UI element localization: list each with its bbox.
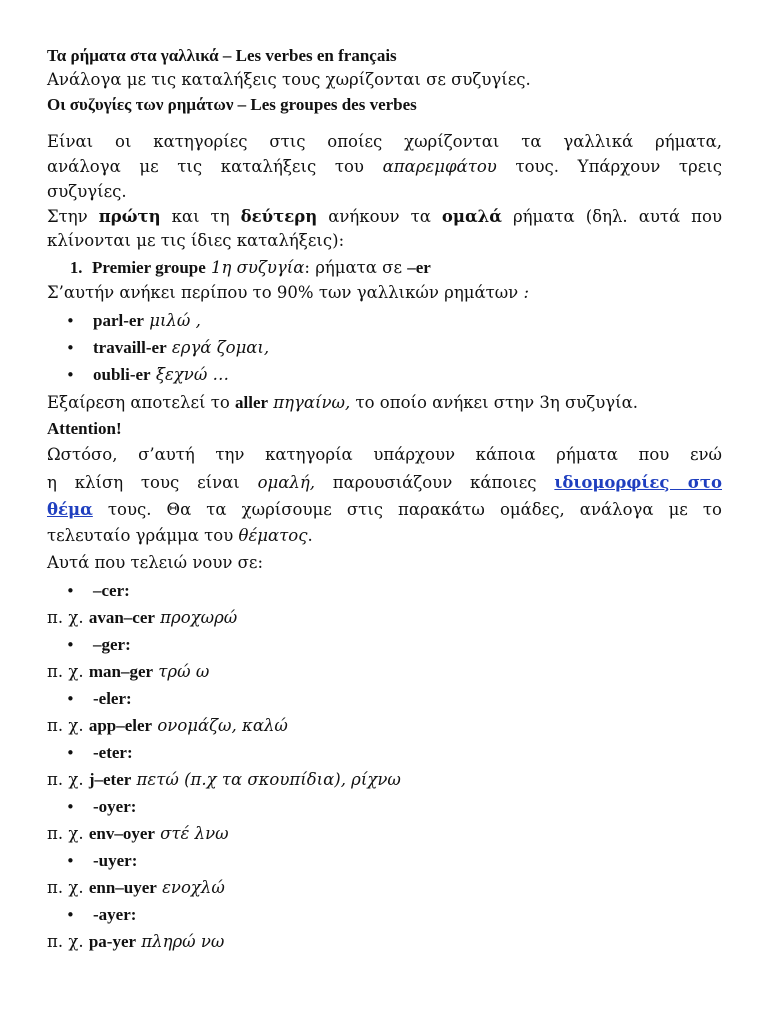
example-line: π. χ. app–eler ονομάζω, καλώ	[47, 716, 288, 735]
list-item: • -eter:	[66, 741, 133, 765]
document-title: Τα ρήματα στα γαλλικά – Les verbes en français	[47, 46, 397, 65]
group1-heading: 1. Premier groupe 1η συζυγία: ρήματα σε –er	[70, 258, 431, 277]
list-item: • -eler:	[66, 687, 132, 711]
intro-line-1: Είναι οι κατηγορίες στις οποίες χωρίζονται τα γαλλικά ρήματα,	[47, 132, 722, 151]
title-greek: Τα ρήματα στα γαλλικά	[47, 46, 219, 65]
list-item: • -ayer:	[66, 903, 136, 927]
bullet-icon: •	[66, 690, 75, 708]
para-line-3: θέμα τους. Θα τα χωρίσουμε στις παρακάτω ομάδες, ανάλογα με το	[47, 500, 722, 519]
example-line: π. χ. pa-yer πληρώ νω	[47, 932, 225, 951]
regular-line-2: κλίνονται με τις ίδιες καταλήξεις):	[47, 231, 345, 250]
bullet-icon: •	[66, 582, 75, 600]
list-item: • -oyer:	[66, 795, 136, 819]
bullet-icon: •	[66, 636, 75, 654]
intro-line-3: συζυγίες.	[47, 182, 127, 201]
bullet-icon: •	[66, 366, 75, 384]
regular-line-1: Στην πρώτη και τη δεύτερη ανήκουν τα ομαλά ρήματα (δηλ. αυτά που	[47, 207, 722, 226]
bullet-icon: •	[66, 339, 75, 357]
group1-note: Σ’αυτήν ανήκει περίπου το 90% των γαλλικών ρημάτων :	[47, 283, 530, 302]
subtitle: Ανάλογα με τις καταλήξεις τους χωρίζονται σε συζυγίες.	[47, 70, 531, 89]
title-french: Les verbes en français	[235, 46, 397, 65]
exception-line: Εξαίρεση αποτελεί το aller πηγαίνω, το οποίο ανήκει στην 3η συζυγία.	[47, 393, 638, 412]
list-item: • –ger:	[66, 633, 131, 657]
attention-heading: Attention!	[47, 419, 122, 438]
list-item: • travaill-er εργά ζομαι,	[66, 336, 269, 360]
link-thema[interactable]: θέμα	[47, 500, 93, 519]
bullet-icon: •	[66, 744, 75, 762]
list-item: • -uyer:	[66, 849, 137, 873]
example-line: π. χ. env–oyer στέ λνω	[47, 824, 229, 843]
para-line-2: η κλίση τους είναι ομαλή, παρουσιάζουν κάποιες ιδιομορφίες στο	[47, 473, 722, 492]
list-item: • parl-er μιλώ ,	[66, 309, 201, 333]
example-line: π. χ. enn–uyer ενοχλώ	[47, 878, 225, 897]
example-line: π. χ. avan–cer προχωρώ	[47, 608, 238, 627]
intro-line-2: ανάλογα με τις καταλήξεις του απαρεμφάτου τους. Υπάρχουν τρεις	[47, 157, 722, 176]
bullet-icon: •	[66, 798, 75, 816]
bullet-icon: •	[66, 906, 75, 924]
list-item: • oubli-er ξεχνώ …	[66, 363, 229, 387]
bullet-icon: •	[66, 312, 75, 330]
example-line: π. χ. man–ger τρώ ω	[47, 662, 210, 681]
para-line-1: Ωστόσο, σ’αυτή την κατηγορία υπάρχουν κάποια ρήματα που ενώ	[47, 445, 722, 464]
link-idiomorfies[interactable]: ιδιομορφίες στο	[554, 473, 722, 492]
example-line: π. χ. j–eter πετώ (π.χ τα σκουπίδια), ρίχνω	[47, 770, 401, 789]
section-heading: Οι συζυγίες των ρημάτων – Les groupes des verbes	[47, 95, 417, 114]
ending-intro: Αυτά που τελειώ νουν σε:	[47, 553, 264, 572]
para-line-4: τελευταίο γράμμα του θέματος.	[47, 526, 313, 545]
list-item: • –cer:	[66, 579, 130, 603]
bullet-icon: •	[66, 852, 75, 870]
